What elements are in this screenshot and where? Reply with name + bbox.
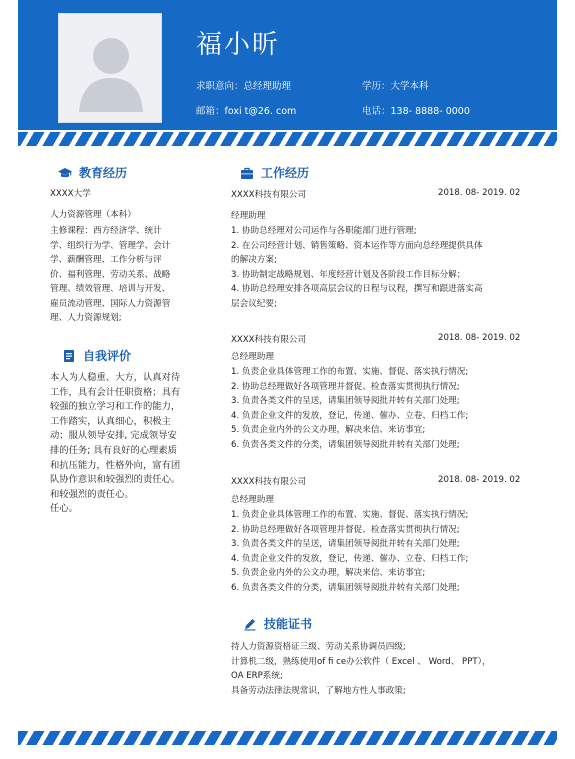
email: [196, 103, 296, 117]
candidate-name: 福小昕: [196, 30, 281, 60]
education-level-value: 大学本科: [390, 81, 429, 92]
job-1-position: 经理助理: [231, 211, 266, 221]
email-label: 邮箱：: [196, 106, 225, 117]
pen-icon: [243, 617, 257, 631]
job-2-company: XXXX科技有限公司: [231, 335, 307, 345]
duty-line: 1. 负责企业具体管理工作的布置、实施、督促、落实执行情况;: [231, 510, 469, 520]
education-section-title: [58, 164, 127, 181]
job-1-company: XXXX科技有限公司: [231, 190, 307, 200]
education-level: [362, 78, 429, 92]
graduation-cap-icon: [58, 166, 72, 180]
job-3-company: XXXX科技有限公司: [231, 477, 307, 487]
duty-line: 层会议纪要;: [231, 298, 277, 309]
briefcase-icon: [240, 166, 254, 180]
job-intention: [196, 78, 291, 92]
duty-line: 5. 负责企业内外的公文办理，解决来信、来访事宜;: [231, 425, 426, 435]
courses-text: [50, 224, 170, 326]
job-2-date: 2018. 08- 2019. 02: [438, 333, 521, 343]
duty-line: 5. 负责企业内外的公文办理，解决来信、来访事宜;: [231, 568, 426, 578]
skills-text: [231, 640, 491, 698]
work-title-text: 工作经历: [261, 166, 310, 180]
duty-line: 6. 负责各类文件的分类，请集团领导阅批并转有关部门处理;: [231, 582, 460, 593]
header-banner: [18, 0, 557, 130]
duty-line: 3. 协助制定战略规划、年度经营计划及各阶段工作目标分解；: [231, 269, 466, 280]
top-stripe-divider: [18, 132, 557, 146]
self-eval-line: 队协作意识和较强烈的责任心。: [50, 474, 181, 486]
courses-line: 学、薪酬管理、工作分析与评: [50, 255, 162, 265]
email-value: foxi t@26. com: [224, 106, 297, 117]
job-2-position: 总经理助理: [231, 352, 274, 362]
phone: [362, 103, 470, 117]
school-name: XXXX大学: [50, 189, 91, 199]
courses-line: 主修课程：西方经济学、统计: [50, 226, 162, 236]
job-3-duties: [231, 508, 468, 595]
bottom-stripe-divider: [18, 731, 557, 745]
duty-line: 4. 负责企业文件的发放，登记，传递、催办、立卷、归档工作;: [231, 553, 469, 564]
self-eval-line: 任心。: [50, 503, 78, 515]
skills-section-title: [243, 615, 312, 632]
courses-line: 管理、绩效管理、培训与开发、: [50, 284, 171, 294]
job-3-date: 2018. 08- 2019. 02: [438, 475, 521, 485]
self-eval-line: 较强的独立学习和工作的能力，: [50, 401, 181, 413]
job-intention-label: 求职意向：: [196, 81, 244, 92]
avatar-placeholder-icon: [59, 14, 162, 123]
duty-line: 4. 负责企业文件的发放，登记，传递、催办、立卷、归档工作;: [231, 410, 469, 421]
major-name: 人力资源管理（本科）: [50, 210, 136, 220]
self-eval-line: 和较强烈的责任心。: [50, 488, 134, 500]
duty-line: 4. 协助总经理安排各项高层会议的日程与议程，撰写和跟进落实高: [231, 284, 483, 294]
skill-line: 具备劳动法律法规常识，了解地方性人事政策;: [231, 685, 406, 696]
duty-line: 1. 协助总经理对公司运作与各职能部门进行管理;: [231, 226, 417, 236]
duty-line: 1. 负责企业具体管理工作的布置、实施、督促、落实执行情况;: [231, 367, 469, 377]
job-1-date: 2018. 08- 2019. 02: [438, 188, 521, 198]
duty-line: 3. 负责各类文件的呈送，请集团领导阅批并转有关部门处理;: [231, 539, 460, 549]
job-2-duties: [231, 365, 468, 452]
self-eval-title-text: 自我评价: [83, 349, 132, 363]
courses-line: 理、人力资源规划;: [50, 313, 122, 323]
self-eval-line: 本人为人稳重、大方，认真对待: [50, 372, 181, 383]
skill-line: 计算机二级，熟练使用of fi ce办公软件（ Excel 、 Word、 PPT），: [231, 656, 491, 667]
phone-label: 电话：: [362, 106, 391, 117]
duty-line: 2. 协助总经理做好各项管理并督促、检查落实贯彻执行情况;: [231, 381, 460, 392]
job-1-duties: [231, 224, 483, 311]
profile-photo: [58, 13, 162, 123]
duty-line: 6. 负责各类文件的分类，请集团领导阅批并转有关部门处理;: [231, 439, 460, 450]
self-eval-line: 动；服从领导安排, 完成领导安: [50, 430, 177, 442]
education-title-text: 教育经历: [79, 166, 128, 180]
courses-line: 价、福利管理、劳动关系、战略: [50, 269, 171, 280]
self-eval-line: 工作踏实，认真细心，积极主: [50, 415, 171, 427]
self-eval-line: 工作，具有会计任职资格；具有: [50, 386, 181, 398]
document-icon: [62, 349, 76, 363]
self-eval-section-title: [62, 347, 131, 364]
courses-line: 雇员流动管理、国际人力资源管: [50, 298, 171, 309]
skills-title-text: 技能证书: [264, 617, 313, 631]
job-intention-value: 总经理助理: [243, 81, 292, 92]
duty-line: 3. 负责各类文件的呈送，请集团领导阅批并转有关部门处理;: [231, 396, 460, 406]
courses-line: 学、组织行为学、管理学、会计: [50, 240, 171, 251]
duty-line: 2. 协助总经理做好各项管理并督促、检查落实贯彻执行情况;: [231, 524, 460, 535]
duty-line: 的解决方案;: [231, 255, 277, 265]
education-level-label: 学历：: [362, 81, 391, 92]
self-eval-line: 和抗压能力，性格外向，富有团: [50, 459, 181, 471]
skill-line: 持人力资源资格证三级、劳动关系协调员四级;: [231, 642, 406, 652]
skill-line: OA ERP系统;: [231, 671, 283, 681]
duty-line: 2. 在公司经营计划、销售策略、资本运作等方面向总经理提供具体: [231, 240, 483, 251]
self-eval-line: 排的任务; 具有良好的心理素质: [50, 444, 177, 456]
work-section-title: [240, 164, 309, 181]
phone-value: 138- 8888- 0000: [390, 106, 470, 117]
self-eval-text: [50, 371, 180, 517]
job-3-position: 总经理助理: [231, 495, 274, 505]
